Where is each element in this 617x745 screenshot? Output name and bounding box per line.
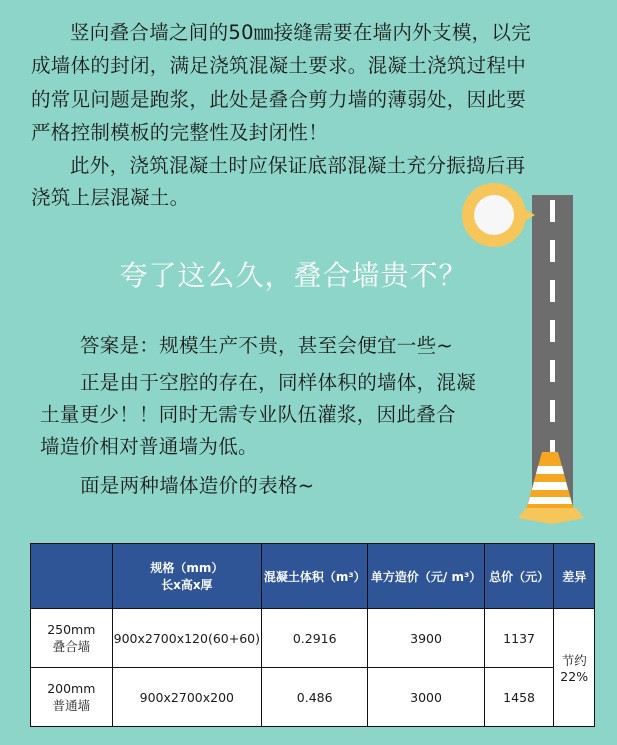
header-unit-cost: 单方造价（元/ m³）: [368, 544, 484, 609]
wall-type: [31, 668, 113, 727]
diff-label: 节约: [561, 653, 587, 668]
table-header-row: [31, 544, 595, 609]
header-spec: [112, 544, 261, 609]
intro-line: 严格控制模板的完整性及封闭性！: [31, 121, 329, 144]
header-empty: [31, 544, 113, 609]
header-spec-line2: 长x高x厚: [161, 578, 213, 592]
unit-cost-cell: 3900: [368, 609, 484, 668]
location-bubble-icon: [462, 183, 526, 247]
total-cell: 1137: [484, 609, 554, 668]
table-row: [31, 609, 595, 668]
section-title: 夸了这么久，叠合墙贵不？: [119, 259, 468, 292]
diff-cell: [554, 609, 595, 727]
traffic-cone-icon: [518, 452, 588, 524]
answer-line: 面是两种墙体造价的表格~: [80, 474, 315, 497]
table-row: [31, 668, 595, 727]
answer-line: 土量更少！！同时无需专业队伍灌浆，因此叠合: [40, 403, 456, 426]
intro-line: 此外，浇筑混凝土时应保证底部混凝土充分振捣后再: [70, 154, 526, 177]
header-spec-line1: 规格（mm）: [150, 561, 224, 575]
header-diff: 差异: [554, 544, 595, 609]
wall-type: [31, 609, 113, 668]
wall-name: 普通墙: [52, 697, 91, 713]
wall-thickness: 250mm: [47, 621, 96, 637]
wall-name: 叠合墙: [52, 638, 91, 654]
cost-table: [30, 543, 595, 727]
diff-value: 22%: [560, 669, 589, 684]
intro-line: 浇筑上层混凝土。: [31, 186, 190, 209]
intro-line: 成墙体的封闭，满足浇筑混凝土要求。混凝土浇筑过程中: [31, 54, 527, 77]
header-total: 总价（元）: [484, 544, 554, 609]
volume-cell: 0.2916: [262, 609, 368, 668]
answer-line: 答案是：规模生产不贵，甚至会便宜一些~: [80, 334, 454, 357]
intro-line: 的常见问题是跑浆，此处是叠合剪力墙的薄弱处，因此要: [31, 88, 527, 111]
volume-cell: 0.486: [262, 668, 368, 727]
answer-line: 墙造价相对普通墙为低。: [40, 435, 258, 458]
spec-cell: 900x2700x200: [112, 668, 261, 727]
spec-cell: 900x2700x120(60+60): [112, 609, 261, 668]
intro-line: 竖向叠合墙之间的50㎜接缝需要在墙内外支模，以完: [70, 21, 532, 44]
unit-cost-cell: 3000: [368, 668, 484, 727]
answer-line: 正是由于空腔的存在，同样体积的墙体，混凝: [80, 371, 477, 394]
total-cell: 1458: [484, 668, 554, 727]
header-volume: 混凝土体积（m³）: [262, 544, 368, 609]
wall-thickness: 200mm: [47, 680, 96, 696]
